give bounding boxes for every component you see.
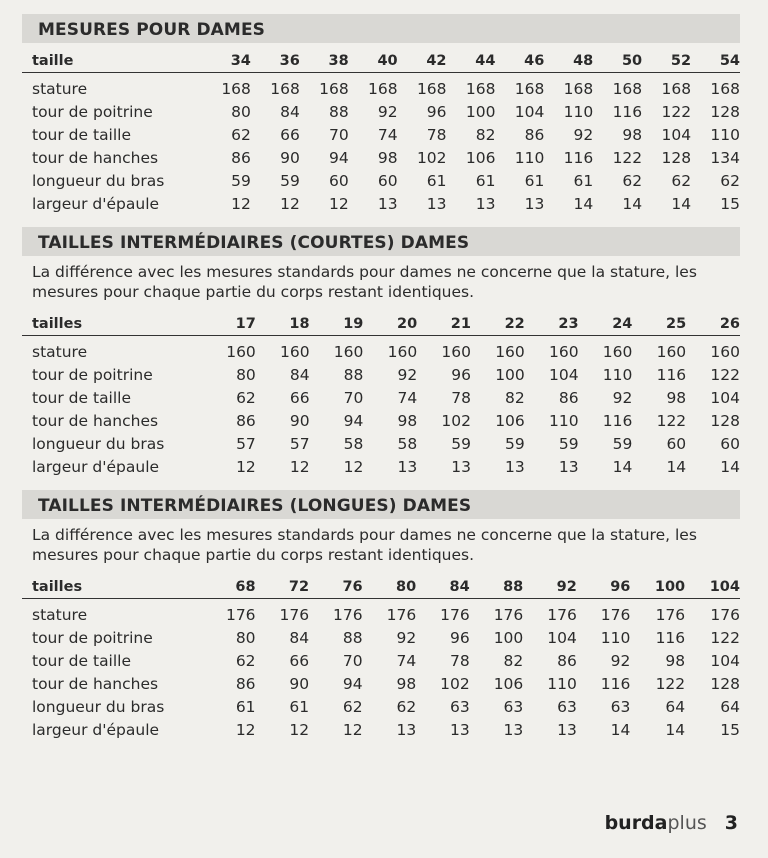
measurement-cell: 116 bbox=[600, 674, 631, 693]
measurement-cell: 66 bbox=[289, 651, 310, 670]
measurement-cell: 176 bbox=[440, 605, 470, 624]
size-header: 44 bbox=[447, 43, 496, 73]
measurement-cell: 104 bbox=[547, 628, 577, 647]
measurement-cell: 62 bbox=[396, 697, 417, 716]
measurement-cell: 12 bbox=[289, 720, 310, 739]
measurement-cell: 13 bbox=[426, 194, 447, 213]
size-header: 88 bbox=[470, 569, 524, 599]
measurement-cell: 13 bbox=[503, 720, 524, 739]
measurement-cell: 13 bbox=[557, 720, 577, 739]
measurement-cell: 168 bbox=[661, 79, 692, 98]
measurement-cell: 74 bbox=[397, 388, 418, 407]
measurement-cell: 86 bbox=[235, 674, 256, 693]
page bbox=[22, 14, 740, 753]
measurement-cell: 176 bbox=[547, 605, 577, 624]
measurement-cell: 82 bbox=[503, 651, 524, 670]
measurement-cell: 98 bbox=[665, 651, 686, 670]
measurement-cell: 14 bbox=[610, 720, 631, 739]
measurement-cell: 14 bbox=[665, 720, 686, 739]
measurement-cell: 134 bbox=[710, 148, 740, 167]
measurement-cell: 13 bbox=[505, 457, 525, 476]
table-row bbox=[22, 649, 740, 672]
measurement-cell: 78 bbox=[426, 125, 447, 144]
measurement-cell: 14 bbox=[622, 194, 643, 213]
measurement-cell: 98 bbox=[397, 411, 418, 430]
measurement-cell: 60 bbox=[377, 171, 398, 190]
measurement-cell: 168 bbox=[612, 79, 643, 98]
measurement-cell: 168 bbox=[319, 79, 349, 98]
measurement-cell: 14 bbox=[666, 457, 687, 476]
table-row bbox=[22, 718, 740, 741]
measurement-cell: 13 bbox=[377, 194, 398, 213]
measurement-cell: 106 bbox=[493, 674, 524, 693]
table-row bbox=[22, 455, 740, 478]
table-row bbox=[22, 672, 740, 695]
measurement-cell: 59 bbox=[612, 434, 633, 453]
measurement-section bbox=[22, 14, 740, 215]
table-row bbox=[22, 192, 740, 215]
table-row bbox=[22, 386, 740, 409]
size-header: 26 bbox=[686, 306, 740, 336]
measurement-section bbox=[22, 227, 740, 478]
measurement-cell: 110 bbox=[563, 102, 594, 121]
table-row bbox=[22, 409, 740, 432]
measurement-cell: 13 bbox=[450, 720, 470, 739]
measurement-cell: 86 bbox=[231, 148, 251, 167]
size-header: 20 bbox=[363, 306, 417, 336]
measurement-cell: 15 bbox=[720, 194, 740, 213]
measurement-cell: 92 bbox=[377, 102, 398, 121]
measurement-cell: 86 bbox=[558, 388, 579, 407]
measurement-cell: 110 bbox=[547, 674, 577, 693]
measurement-cell: 80 bbox=[231, 102, 251, 121]
measurement-cell: 80 bbox=[236, 365, 256, 384]
measurement-cell: 62 bbox=[236, 388, 256, 407]
measurement-cell: 78 bbox=[451, 388, 471, 407]
measurement-cell: 92 bbox=[610, 651, 631, 670]
size-header: 17 bbox=[202, 306, 256, 336]
measurement-cell: 61 bbox=[524, 171, 545, 190]
measurement-cell: 110 bbox=[602, 365, 633, 384]
sections-container bbox=[22, 14, 740, 741]
measurement-cell: 160 bbox=[548, 342, 579, 361]
size-header: 42 bbox=[398, 43, 447, 73]
measurement-cell: 160 bbox=[387, 342, 418, 361]
size-header: 52 bbox=[642, 43, 691, 73]
measurement-cell: 104 bbox=[710, 651, 740, 670]
measurement-cell: 176 bbox=[655, 605, 686, 624]
section-note: La différence avec les mesures standards pour dames ne concerne que la stature, les mesures pour chaque partie du corps restant identiques. bbox=[32, 263, 697, 301]
measurement-cell: 59 bbox=[280, 171, 300, 190]
measurement-cell: 168 bbox=[368, 79, 398, 98]
measurement-cell: 168 bbox=[514, 79, 545, 98]
measurement-cell: 94 bbox=[343, 411, 364, 430]
size-header: 100 bbox=[630, 569, 685, 599]
measurement-cell: 12 bbox=[280, 194, 300, 213]
measurement-cell: 90 bbox=[280, 148, 300, 167]
measurement-cell: 128 bbox=[710, 102, 740, 121]
row-label: tour de taille bbox=[32, 125, 132, 144]
size-header: 38 bbox=[300, 43, 349, 73]
row-label: longueur du bras bbox=[32, 697, 165, 716]
measurement-cell: 84 bbox=[280, 102, 300, 121]
size-header: 23 bbox=[525, 306, 579, 336]
size-header-label: tailles bbox=[22, 306, 202, 336]
measurement-cell: 61 bbox=[475, 171, 496, 190]
measurement-cell: 61 bbox=[573, 171, 594, 190]
row-label: longueur du bras bbox=[32, 171, 165, 190]
measurement-cell: 15 bbox=[720, 720, 740, 739]
measurement-cell: 160 bbox=[280, 342, 310, 361]
table-row bbox=[22, 363, 740, 386]
measurement-cell: 59 bbox=[505, 434, 525, 453]
size-header: 18 bbox=[256, 306, 310, 336]
row-label: tour de taille bbox=[32, 651, 132, 670]
section-title: MESURES POUR DAMES bbox=[22, 14, 740, 43]
row-label: largeur d'épaule bbox=[32, 457, 160, 476]
measurement-cell: 98 bbox=[666, 388, 687, 407]
measurement-cell: 60 bbox=[328, 171, 349, 190]
measurement-cell: 104 bbox=[661, 125, 692, 144]
measurement-cell: 12 bbox=[289, 457, 310, 476]
measurement-cell: 63 bbox=[450, 697, 470, 716]
page-number: 3 bbox=[724, 812, 738, 834]
row-label: stature bbox=[32, 79, 88, 98]
size-header-label: tailles bbox=[22, 569, 202, 599]
row-label: tour de hanches bbox=[32, 674, 159, 693]
measurement-cell: 122 bbox=[710, 628, 740, 647]
measurement-cell: 110 bbox=[548, 411, 579, 430]
measurement-cell: 57 bbox=[289, 434, 310, 453]
measurement-cell: 168 bbox=[270, 79, 300, 98]
measurement-cell: 116 bbox=[612, 102, 643, 121]
measurement-cell: 60 bbox=[720, 434, 740, 453]
measurement-cell: 98 bbox=[396, 674, 417, 693]
measurement-cell: 13 bbox=[451, 457, 471, 476]
row-label: largeur d'épaule bbox=[32, 720, 160, 739]
measurement-cell: 62 bbox=[622, 171, 643, 190]
measurement-cell: 80 bbox=[235, 628, 256, 647]
section-title: TAILLES INTERMÉDIAIRES (LONGUES) DAMES bbox=[22, 490, 740, 519]
measurement-cell: 176 bbox=[333, 605, 363, 624]
measurement-cell: 61 bbox=[235, 697, 256, 716]
measurement-cell: 12 bbox=[342, 720, 363, 739]
row-label: tour de hanches bbox=[32, 411, 159, 430]
measurement-cell: 176 bbox=[386, 605, 417, 624]
table-row bbox=[22, 123, 740, 146]
size-header: 76 bbox=[309, 569, 363, 599]
measurement-cell: 160 bbox=[333, 342, 364, 361]
measurement-cell: 94 bbox=[328, 148, 349, 167]
section-note: La différence avec les mesures standards pour dames ne concerne que la stature, les mesures pour chaque partie du corps restant identiques. bbox=[32, 526, 697, 564]
table-row bbox=[22, 599, 740, 627]
size-table bbox=[22, 569, 740, 741]
measurement-cell: 62 bbox=[671, 171, 692, 190]
measurement-cell: 92 bbox=[397, 365, 418, 384]
measurement-cell: 64 bbox=[665, 697, 686, 716]
measurement-cell: 102 bbox=[440, 674, 470, 693]
measurement-cell: 63 bbox=[557, 697, 577, 716]
size-header: 80 bbox=[363, 569, 417, 599]
measurement-cell: 100 bbox=[495, 365, 525, 384]
measurement-cell: 96 bbox=[451, 365, 471, 384]
measurement-cell: 82 bbox=[505, 388, 525, 407]
size-header: 22 bbox=[471, 306, 525, 336]
measurement-cell: 128 bbox=[661, 148, 692, 167]
measurement-cell: 110 bbox=[600, 628, 631, 647]
measurement-cell: 128 bbox=[710, 674, 740, 693]
measurement-cell: 168 bbox=[416, 79, 447, 98]
measurement-cell: 61 bbox=[289, 697, 310, 716]
measurement-cell: 62 bbox=[231, 125, 251, 144]
measurement-cell: 160 bbox=[656, 342, 687, 361]
measurement-cell: 128 bbox=[710, 411, 740, 430]
measurement-section bbox=[22, 490, 740, 741]
measurement-cell: 74 bbox=[396, 651, 417, 670]
brand-suffix: plus bbox=[667, 812, 707, 834]
measurement-cell: 106 bbox=[465, 148, 496, 167]
size-header: 68 bbox=[202, 569, 256, 599]
size-table bbox=[22, 43, 740, 215]
measurement-cell: 12 bbox=[231, 194, 251, 213]
size-header: 34 bbox=[202, 43, 251, 73]
size-header: 84 bbox=[416, 569, 470, 599]
measurement-cell: 60 bbox=[666, 434, 687, 453]
measurement-cell: 13 bbox=[558, 457, 579, 476]
measurement-cell: 14 bbox=[612, 457, 633, 476]
measurement-cell: 96 bbox=[426, 102, 447, 121]
measurement-cell: 160 bbox=[441, 342, 471, 361]
measurement-cell: 82 bbox=[475, 125, 496, 144]
measurement-cell: 86 bbox=[524, 125, 545, 144]
measurement-cell: 116 bbox=[602, 411, 633, 430]
measurement-cell: 92 bbox=[573, 125, 594, 144]
measurement-cell: 62 bbox=[235, 651, 256, 670]
measurement-cell: 12 bbox=[343, 457, 364, 476]
measurement-cell: 88 bbox=[328, 102, 349, 121]
section-title: TAILLES INTERMÉDIAIRES (COURTES) DAMES bbox=[22, 227, 740, 256]
measurement-cell: 12 bbox=[235, 720, 256, 739]
measurement-cell: 116 bbox=[656, 365, 687, 384]
measurement-cell: 14 bbox=[573, 194, 594, 213]
size-header: 54 bbox=[691, 43, 740, 73]
measurement-cell: 62 bbox=[342, 697, 363, 716]
measurement-cell: 13 bbox=[475, 194, 496, 213]
measurement-cell: 66 bbox=[280, 125, 300, 144]
table-row bbox=[22, 73, 740, 101]
measurement-cell: 110 bbox=[514, 148, 545, 167]
measurement-cell: 74 bbox=[377, 125, 398, 144]
measurement-cell: 92 bbox=[612, 388, 633, 407]
measurement-cell: 13 bbox=[396, 720, 417, 739]
table-row bbox=[22, 100, 740, 123]
row-label: tour de poitrine bbox=[32, 102, 153, 121]
measurement-cell: 88 bbox=[342, 628, 363, 647]
measurement-cell: 12 bbox=[328, 194, 349, 213]
measurement-cell: 168 bbox=[563, 79, 594, 98]
measurement-cell: 92 bbox=[396, 628, 417, 647]
measurement-cell: 98 bbox=[377, 148, 398, 167]
measurement-cell: 110 bbox=[710, 125, 740, 144]
row-label: tour de hanches bbox=[32, 148, 159, 167]
measurement-cell: 59 bbox=[558, 434, 579, 453]
table-row bbox=[22, 146, 740, 169]
measurement-cell: 64 bbox=[720, 697, 740, 716]
measurement-cell: 160 bbox=[602, 342, 633, 361]
size-header: 104 bbox=[685, 569, 740, 599]
measurement-cell: 104 bbox=[548, 365, 579, 384]
table-row bbox=[22, 695, 740, 718]
measurement-cell: 160 bbox=[226, 342, 256, 361]
size-header: 19 bbox=[310, 306, 364, 336]
size-header-label: taille bbox=[22, 43, 202, 73]
row-label: tour de poitrine bbox=[32, 365, 153, 384]
measurement-cell: 86 bbox=[236, 411, 256, 430]
footer bbox=[605, 812, 738, 834]
measurement-cell: 176 bbox=[600, 605, 631, 624]
measurement-cell: 94 bbox=[342, 674, 363, 693]
size-header: 96 bbox=[577, 569, 631, 599]
measurement-cell: 116 bbox=[655, 628, 686, 647]
measurement-cell: 100 bbox=[465, 102, 496, 121]
measurement-cell: 61 bbox=[426, 171, 447, 190]
measurement-cell: 102 bbox=[416, 148, 447, 167]
measurement-cell: 168 bbox=[710, 79, 740, 98]
size-header: 92 bbox=[523, 569, 577, 599]
measurement-cell: 12 bbox=[236, 457, 256, 476]
measurement-cell: 57 bbox=[236, 434, 256, 453]
size-header: 72 bbox=[256, 569, 310, 599]
measurement-cell: 84 bbox=[289, 628, 310, 647]
measurement-cell: 106 bbox=[495, 411, 525, 430]
measurement-cell: 176 bbox=[710, 605, 740, 624]
measurement-cell: 116 bbox=[563, 148, 594, 167]
measurement-cell: 62 bbox=[720, 171, 740, 190]
measurement-cell: 70 bbox=[328, 125, 349, 144]
measurement-cell: 122 bbox=[710, 365, 740, 384]
measurement-cell: 59 bbox=[231, 171, 251, 190]
measurement-cell: 104 bbox=[710, 388, 740, 407]
table-row bbox=[22, 169, 740, 192]
row-label: tour de taille bbox=[32, 388, 132, 407]
measurement-cell: 122 bbox=[661, 102, 692, 121]
measurement-cell: 96 bbox=[450, 628, 470, 647]
measurement-cell: 13 bbox=[397, 457, 418, 476]
measurement-cell: 58 bbox=[397, 434, 418, 453]
measurement-cell: 160 bbox=[495, 342, 525, 361]
measurement-cell: 100 bbox=[493, 628, 524, 647]
measurement-cell: 160 bbox=[710, 342, 740, 361]
measurement-cell: 176 bbox=[225, 605, 256, 624]
measurement-cell: 176 bbox=[493, 605, 524, 624]
table-row bbox=[22, 626, 740, 649]
measurement-cell: 70 bbox=[343, 388, 364, 407]
size-header: 40 bbox=[349, 43, 398, 73]
measurement-cell: 122 bbox=[655, 674, 686, 693]
size-header: 48 bbox=[544, 43, 593, 73]
measurement-cell: 86 bbox=[557, 651, 577, 670]
measurement-cell: 14 bbox=[671, 194, 692, 213]
size-header: 24 bbox=[579, 306, 633, 336]
measurement-cell: 58 bbox=[343, 434, 364, 453]
row-label: stature bbox=[32, 342, 88, 361]
measurement-cell: 70 bbox=[342, 651, 363, 670]
table-row bbox=[22, 432, 740, 455]
row-label: tour de poitrine bbox=[32, 628, 153, 647]
row-label: stature bbox=[32, 605, 88, 624]
measurement-cell: 90 bbox=[289, 411, 310, 430]
row-label: longueur du bras bbox=[32, 434, 165, 453]
measurement-cell: 90 bbox=[289, 674, 310, 693]
measurement-cell: 176 bbox=[279, 605, 310, 624]
measurement-cell: 14 bbox=[720, 457, 740, 476]
size-header: 46 bbox=[495, 43, 544, 73]
size-header: 50 bbox=[593, 43, 642, 73]
size-table bbox=[22, 306, 740, 478]
measurement-cell: 122 bbox=[656, 411, 687, 430]
measurement-cell: 59 bbox=[451, 434, 471, 453]
brand-name: burda bbox=[604, 812, 668, 834]
measurement-cell: 66 bbox=[289, 388, 310, 407]
measurement-cell: 104 bbox=[514, 102, 545, 121]
measurement-cell: 98 bbox=[622, 125, 643, 144]
measurement-cell: 122 bbox=[612, 148, 643, 167]
measurement-cell: 168 bbox=[221, 79, 251, 98]
table-row bbox=[22, 336, 740, 364]
measurement-cell: 84 bbox=[289, 365, 310, 384]
size-header: 25 bbox=[632, 306, 686, 336]
measurement-cell: 168 bbox=[465, 79, 496, 98]
measurement-cell: 88 bbox=[343, 365, 364, 384]
size-header: 21 bbox=[417, 306, 471, 336]
size-header: 36 bbox=[251, 43, 300, 73]
measurement-cell: 102 bbox=[441, 411, 471, 430]
row-label: largeur d'épaule bbox=[32, 194, 160, 213]
measurement-cell: 63 bbox=[610, 697, 631, 716]
measurement-cell: 63 bbox=[503, 697, 524, 716]
measurement-cell: 13 bbox=[524, 194, 545, 213]
measurement-cell: 78 bbox=[450, 651, 470, 670]
